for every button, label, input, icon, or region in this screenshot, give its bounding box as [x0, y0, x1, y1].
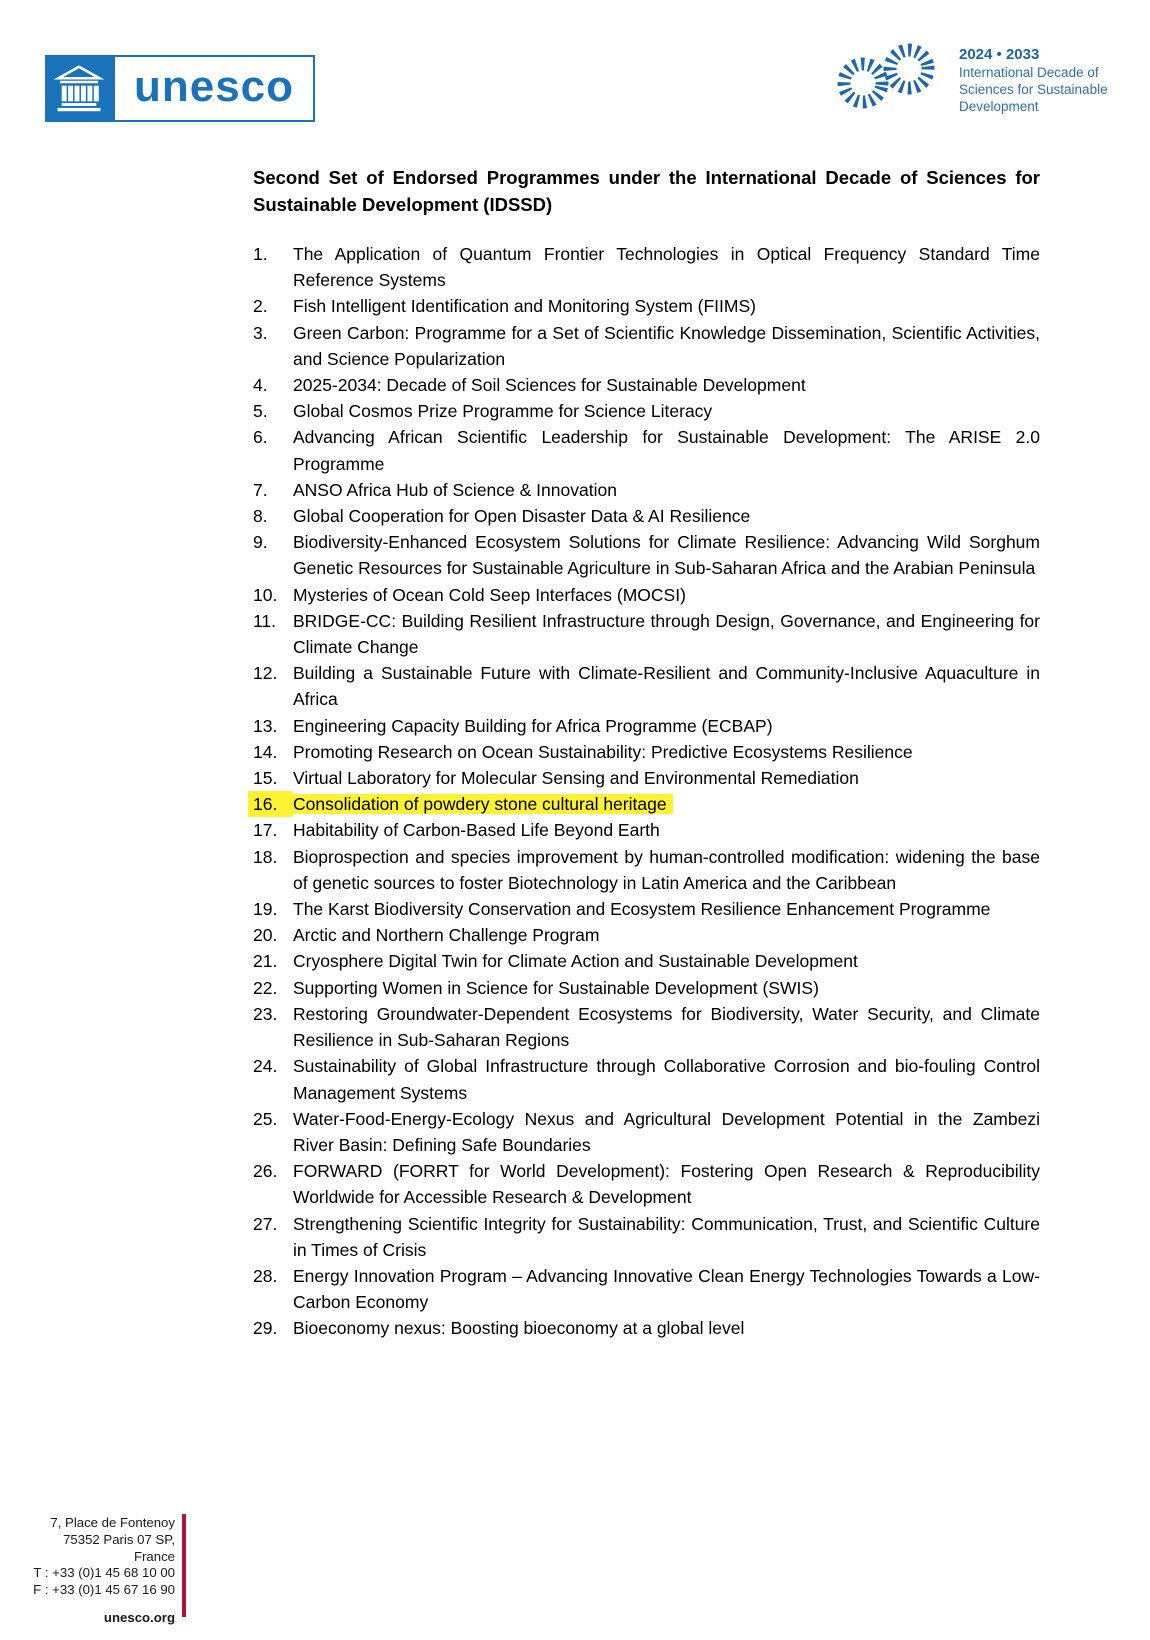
item-text: Bioeconomy nexus: Boosting bioeconomy at a global level [293, 1318, 745, 1339]
list-item [253, 1315, 1040, 1341]
idssd-logo-text [959, 40, 1108, 115]
item-number: 21. [253, 951, 278, 972]
item-number: 28. [253, 1265, 278, 1286]
list-item [253, 503, 1040, 529]
item-text: Supporting Women in Science for Sustainable Development (SWIS) [293, 977, 819, 998]
item-number: 20. [253, 925, 278, 946]
list-item [253, 529, 1040, 581]
list-item [253, 1053, 1040, 1105]
document-body [253, 164, 1040, 1342]
programme-list [253, 241, 1040, 1342]
item-text: Water-Food-Energy-Ecology Nexus and Agricultural Development Potential in the Zambezi River Basin: Defining Safe Boundaries [293, 1108, 1040, 1155]
item-text: 2025-2034: Decade of Soil Sciences for Sustainable Development [293, 375, 806, 396]
footer-address-line2: 75352 Paris 07 SP, France [63, 1531, 175, 1564]
item-number: 5. [253, 401, 268, 422]
footer-address-line1: 7, Place de Fontenoy [50, 1515, 175, 1530]
list-item [253, 948, 1040, 974]
idssd-years: 2024 • 2033 [959, 46, 1040, 63]
list-item [253, 1158, 1040, 1210]
document-title: Second Set of Endorsed Programmes under the International Decade of Sciences for Sustainable Development (IDSSD) [253, 167, 1040, 215]
list-item [253, 844, 1040, 896]
list-item [253, 398, 1040, 424]
list-item [253, 817, 1040, 843]
list-item [253, 1211, 1040, 1263]
item-text: Engineering Capacity Building for Africa Programme (ECBAP) [293, 715, 773, 736]
item-text: Consolidation of powdery stone cultural heritage [293, 794, 667, 815]
item-text: Virtual Laboratory for Molecular Sensing and Environmental Remediation [293, 768, 859, 789]
item-text: Restoring Groundwater-Dependent Ecosystems for Biodiversity, Water Security, and Climate Resilience in Sub-Saharan Regions [293, 1003, 1040, 1051]
list-item [253, 975, 1040, 1001]
item-number: 3. [253, 322, 268, 343]
item-text: Bioprospection and species improvement by human-controlled modification: widening the base of genetic sources to foster Biotechnology in Latin America and the Caribbean [293, 846, 1040, 893]
list-item [253, 1106, 1040, 1158]
item-text: Global Cosmos Prize Programme for Science Literacy [293, 401, 713, 422]
item-text: Mysteries of Ocean Cold Seep Interfaces (MOCSI) [293, 584, 686, 605]
idssd-text-line1: International Decade of [959, 65, 1099, 80]
footer-red-rule [182, 1514, 186, 1617]
item-number: 16. [248, 791, 293, 817]
unesco-wordmark-box [113, 55, 315, 122]
item-number: 23. [253, 1003, 278, 1024]
item-number: 12. [253, 663, 278, 684]
item-number: 18. [253, 846, 278, 867]
footer-phone: T : +33 (0)1 45 68 10 00 [33, 1565, 175, 1581]
unesco-wordmark: unesco [133, 61, 295, 111]
list-item [253, 1263, 1040, 1315]
list-item [253, 320, 1040, 372]
item-text: BRIDGE-CC: Building Resilient Infrastructure through Design, Governance, and Engineering for Climate Change [293, 610, 1040, 658]
footer-address-block [28, 1515, 175, 1627]
item-text: Strengthening Scientific Integrity for Sustainability: Communication, Trust, and Scientific Culture in Times of Crisis [293, 1213, 1040, 1260]
item-number: 2. [253, 296, 268, 317]
item-text: Green Carbon: Programme for a Set of Scientific Knowledge Dissemination, Scientific Activities, and Science Popularization [293, 322, 1040, 369]
item-number: 25. [253, 1108, 278, 1129]
item-number: 9. [253, 532, 268, 553]
list-item [253, 922, 1040, 948]
item-number: 8. [253, 506, 268, 527]
item-text: FORWARD (FORRT for World Development): Fostering Open Research & Reproducibility Worldwide for Accessible Research & Development [293, 1161, 1040, 1208]
idssd-text-line3: Development [959, 99, 1039, 114]
idssd-text-line2: Sciences for Sustainable [959, 82, 1108, 97]
list-item [253, 791, 1040, 817]
unesco-logo [45, 55, 315, 122]
item-text: Biodiversity-Enhanced Ecosystem Solutions for Climate Resilience: Advancing Wild Sorghum Genetic Resources for Sustainable Agriculture in Sub-Saharan Africa and the Arabian Peninsula [293, 532, 1040, 579]
item-text: Energy Innovation Program – Advancing Innovative Clean Energy Technologies Towards a Low-Carbon Economy [293, 1265, 1040, 1313]
list-item [253, 293, 1040, 319]
item-number: 24. [253, 1056, 278, 1077]
item-number: 11. [253, 610, 277, 631]
footer-website: unesco.org [103, 1609, 175, 1625]
list-item [253, 739, 1040, 765]
list-item [253, 477, 1040, 503]
list-item [253, 1001, 1040, 1053]
footer-fax: F : +33 (0)1 45 67 16 90 [33, 1582, 175, 1598]
item-text: Habitability of Carbon-Based Life Beyond Earth [293, 820, 660, 841]
item-text: The Karst Biodiversity Conservation and Ecosystem Resilience Enhancement Programme [293, 899, 991, 920]
item-text: The Application of Quantum Frontier Technologies in Optical Frequency Standard Time Reference Systems [293, 244, 1040, 291]
list-item [253, 765, 1040, 791]
item-number: 26. [253, 1161, 278, 1182]
list-item [253, 896, 1040, 922]
list-item [253, 241, 1040, 293]
list-item [253, 582, 1040, 608]
item-number: 17. [253, 820, 278, 841]
item-text: Global Cooperation for Open Disaster Data & AI Resilience [293, 506, 751, 527]
item-number: 6. [253, 427, 268, 448]
item-text: Advancing African Scientific Leadership for Sustainable Development: The ARISE 2.0 Programme [293, 427, 1040, 474]
item-text: Sustainability of Global Infrastructure through Collaborative Corrosion and bio-fouling Control Management Systems [293, 1056, 1040, 1103]
item-number: 27. [253, 1213, 278, 1234]
list-item [253, 713, 1040, 739]
list-item [253, 660, 1040, 712]
list-item [253, 372, 1040, 398]
idssd-logo [833, 40, 1108, 115]
item-number: 1. [253, 244, 268, 264]
idssd-sunburst-icon [833, 40, 945, 112]
item-text: Arctic and Northern Challenge Program [293, 925, 600, 946]
item-text: Cryosphere Digital Twin for Climate Action and Sustainable Development [293, 951, 858, 972]
item-number: 13. [253, 715, 278, 736]
item-number: 15. [253, 768, 278, 789]
item-text: ANSO Africa Hub of Science & Innovation [293, 479, 617, 500]
item-text: Building a Sustainable Future with Climate-Resilient and Community-Inclusive Aquaculture in Africa [293, 663, 1040, 710]
item-number: 19. [253, 899, 278, 920]
list-item [253, 608, 1040, 660]
list-item [253, 424, 1040, 476]
item-number: 14. [253, 741, 278, 762]
item-number: 4. [253, 375, 268, 396]
item-number: 7. [253, 479, 268, 500]
item-number: 29. [253, 1318, 278, 1339]
item-text: Promoting Research on Ocean Sustainability: Predictive Ecosystems Resilience [293, 741, 913, 762]
item-number: 22. [253, 977, 278, 998]
unesco-temple-icon [45, 55, 113, 122]
item-number: 10. [253, 584, 278, 605]
item-text: Fish Intelligent Identification and Monitoring System (FIIMS) [293, 296, 756, 317]
